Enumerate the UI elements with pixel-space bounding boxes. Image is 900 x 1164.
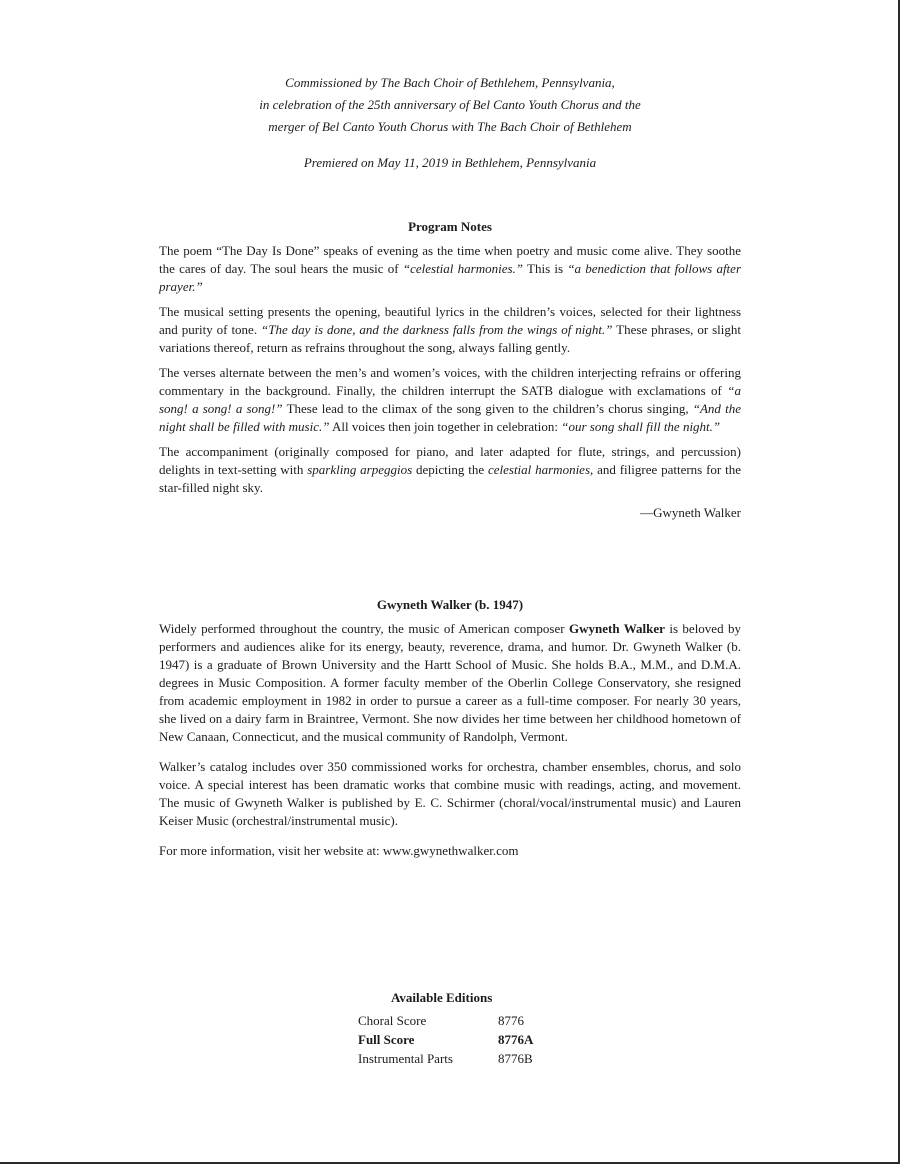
edition-code: 8776A [498, 1032, 534, 1047]
text-run: These phrases, or slight variations thereof, return as refrains throughout the song, always falling gently. [159, 322, 741, 355]
program-notes-section [159, 218, 741, 522]
text-run: is beloved by performers and audiences alike for its energy, beauty, reverence, drama, and humor. Dr. Gwyneth Walker (b. 1947) is a graduate of Brown University and the Hartt School of Music. She holds B.A., M.M., and D.M.A. degrees in Music Composition. A former faculty member of the Oberlin College Conservatory, she resigned from academic employment in 1982 in order to pursue a career as a full-time composer. For nearly 30 years, she lived on a dairy farm in Braintree, Vermont. She now divides her time between her childhood hometown of New Canaan, Connecticut, and the musical community of Randolph, Vermont. [159, 621, 741, 744]
composer-bio-section [159, 596, 741, 872]
notes-paragraph-4 [159, 443, 741, 497]
composer-name: Gwyneth Walker [568, 621, 665, 636]
credit-line-1: Commissioned by The Bach Choir of Bethlehem, Pennsylvania, [285, 75, 615, 90]
edition-code: 8776B [498, 1051, 533, 1066]
notes-paragraph-3 [159, 364, 741, 436]
text-run: and filigree patterns for the star-filled night sky. [159, 462, 741, 495]
program-notes-title: Program Notes [408, 219, 492, 234]
text-run: The verses alternate between the men’s and women’s voices, with the children interjecting refrains or offering commentary in the background. Finally, the children interrupt the SATB dialogue with exclamations of [159, 365, 741, 398]
quote-run: “our song shall fill the night.” [561, 419, 721, 434]
premiere-line: Premiered on May 11, 2019 in Bethlehem, Pennsylvania [303, 155, 597, 170]
italic-run: sparkling arpeggios [307, 462, 413, 477]
credit-line-2: in celebration of the 25th anniversary of Bel Canto Youth Chorus and the [259, 97, 641, 112]
bio-website-line: For more information, visit her website at: www.gwynethwalker.com [159, 843, 519, 858]
text-run: All voices then join together in celebration: [329, 419, 562, 434]
bio-paragraph-1 [159, 620, 741, 746]
edition-name: Instrumental Parts [358, 1051, 453, 1066]
bio-title: Gwyneth Walker (b. 1947) [376, 597, 524, 612]
text-run: These lead to the climax of the song given to the children’s chorus singing, [282, 401, 693, 416]
text-run: The accompaniment (originally composed for piano, and later adapted for flute, strings, and percussion) delights in text-setting with [159, 444, 741, 477]
quote-run: “The day is done, and the darkness falls from the wings of night.” [261, 322, 613, 337]
text-run: The musical setting presents the opening, beautiful lyrics in the children’s voices, selected for their lightness and purity of tone. [159, 304, 741, 337]
quote-run: “celestial harmonies.” [402, 261, 524, 276]
notes-paragraph-2 [159, 303, 741, 357]
quote-run: “a benediction that follows after prayer.” [159, 261, 741, 294]
quote-run: “And the night shall be filled with music.” [159, 401, 741, 434]
notes-signature: —Gwyneth Walker [640, 505, 741, 520]
notes-paragraph-1 [159, 242, 741, 296]
quote-run: “a song! a song! a song!” [159, 383, 741, 416]
text-run: Widely performed throughout the country, the music of American composer [159, 621, 569, 636]
edition-row [358, 1030, 558, 1049]
edition-row [358, 1049, 558, 1068]
text-run: This is [523, 261, 568, 276]
italic-run: celestial harmonies, [487, 462, 594, 477]
credit-line-3: merger of Bel Canto Youth Chorus with The Bach Choir of Bethlehem [268, 119, 632, 134]
editions-title: Available Editions [391, 990, 493, 1005]
edition-name: Full Score [358, 1032, 415, 1047]
commission-credits [0, 72, 900, 174]
text-run: depicting the [412, 462, 488, 477]
text-run: The poem “The Day Is Done” speaks of evening as the time when poetry and music come alive. They soothe the cares of day. The soul hears the music of [159, 243, 741, 276]
edition-row [358, 1011, 558, 1030]
bio-paragraph-2: Walker’s catalog includes over 350 commissioned works for orchestra, chamber ensembles, chorus, and solo voice. A special interest has been dramatic works that combine music with readings, acting, and movement. The music of Gwyneth Walker is published by E. C. Schirmer (choral/vocal/instrumental music) and Lauren Keiser Music (orchestral/instrumental music). [159, 759, 741, 828]
available-editions [358, 988, 558, 1068]
edition-code: 8776 [498, 1013, 524, 1028]
edition-name: Choral Score [358, 1013, 427, 1028]
